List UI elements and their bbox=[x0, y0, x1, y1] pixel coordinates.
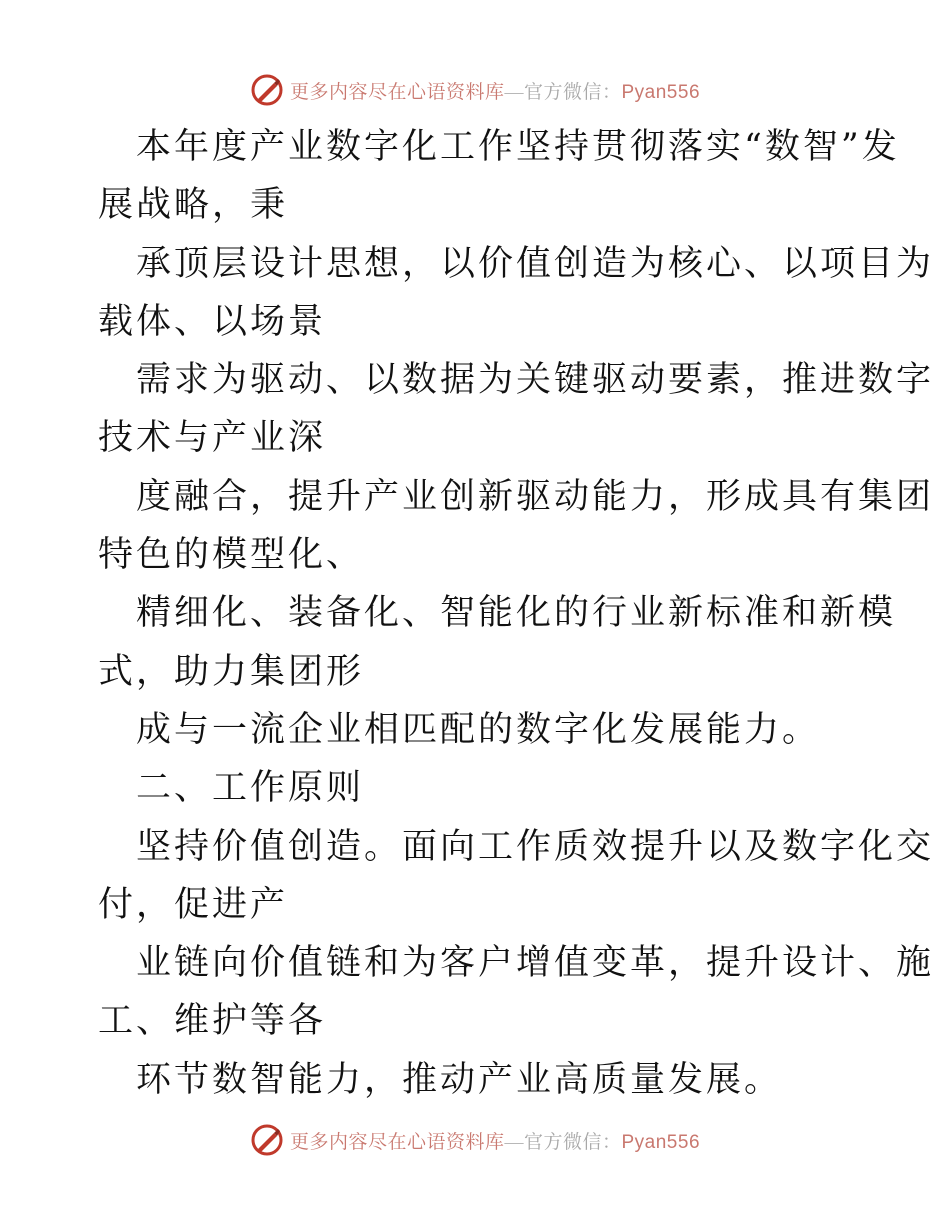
pen-logo-icon bbox=[250, 73, 284, 107]
watermark-text: 更多内容尽在心语资料库 bbox=[289, 81, 505, 103]
watermark-label: 官方微信： bbox=[523, 1131, 622, 1153]
watermark-id: Pyan556 bbox=[621, 1131, 701, 1153]
paragraph-line: 业链向价值链和为客户增值变革，提升设计、施 bbox=[136, 943, 935, 984]
paragraph-line: 环节数智能力，推动产业高质量发展。 bbox=[136, 1059, 783, 1100]
watermark-separator: — bbox=[504, 81, 524, 103]
document-body bbox=[98, 118, 935, 1109]
paragraph-line: 度融合，提升产业创新驱动能力，形成具有集团 bbox=[136, 476, 935, 517]
paragraph-line: 精细化、装备化、智能化的行业新标准和新模 bbox=[136, 593, 897, 634]
watermark-banner-bottom bbox=[0, 1120, 950, 1160]
watermark-label: 官方微信： bbox=[523, 81, 622, 103]
paragraph-line: 工、维护等各 bbox=[98, 1001, 327, 1042]
watermark-banner-top bbox=[0, 70, 950, 110]
watermark-text: 更多内容尽在心语资料库 bbox=[289, 1131, 505, 1153]
paragraph-line: 二、工作原则 bbox=[136, 768, 365, 809]
paragraph-line: 成与一流企业相匹配的数字化发展能力。 bbox=[136, 709, 821, 750]
paragraph-line: 坚持价值创造。面向工作质效提升以及数字化交 bbox=[136, 826, 935, 867]
paragraph-line: 本年度产业数字化工作坚持贯彻落实“数智”发 bbox=[136, 127, 900, 167]
paragraph-line: 承顶层设计思想，以价值创造为核心、以项目为 bbox=[136, 243, 935, 284]
watermark-separator: — bbox=[504, 1131, 524, 1153]
paragraph-line: 式，助力集团形 bbox=[98, 651, 365, 692]
pen-logo-icon bbox=[250, 1123, 284, 1157]
paragraph-line: 技术与产业深 bbox=[98, 418, 327, 459]
paragraph-line: 载体、以场景 bbox=[98, 301, 327, 342]
paragraph-line: 展战略，秉 bbox=[98, 185, 289, 226]
paragraph-line: 需求为驱动、以数据为关键驱动要素，推进数字 bbox=[136, 360, 935, 401]
paragraph-line: 特色的模型化、 bbox=[98, 535, 365, 576]
paragraph-line: 付，促进产 bbox=[98, 884, 289, 925]
watermark-id: Pyan556 bbox=[621, 81, 701, 103]
